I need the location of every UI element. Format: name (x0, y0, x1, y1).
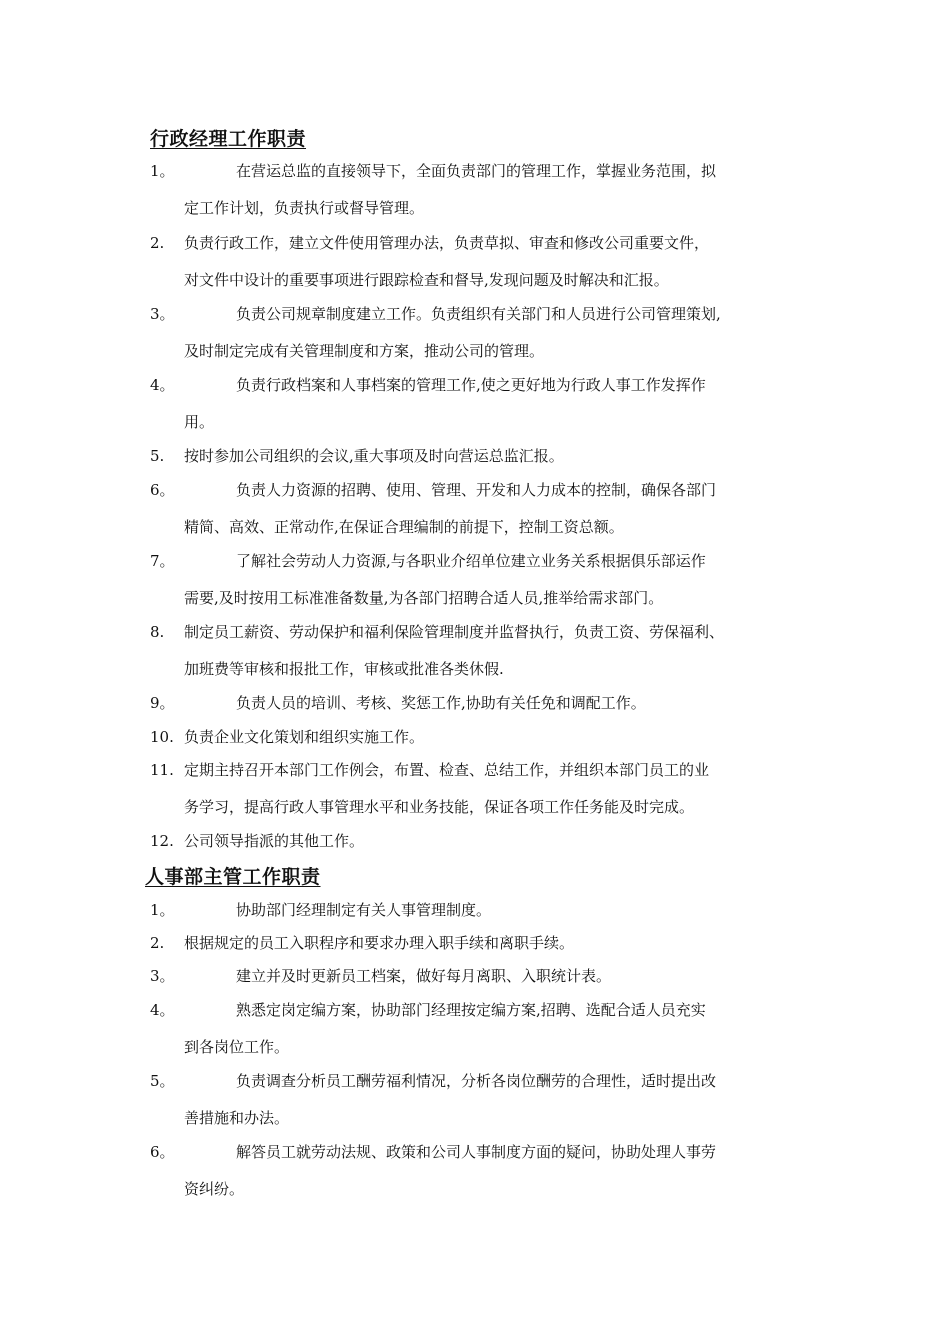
item-text-line2: 定工作计划，负责执行或督导管理。 (184, 199, 425, 217)
item-text-line2: 资纠纷。 (184, 1180, 245, 1198)
item-text-line1: 建立并及时更新员工档案，做好每月离职、入职统计表。 (236, 967, 612, 985)
item-number: 5. (150, 447, 165, 465)
item-text-line1: 解答员工就劳动法规、政策和公司人事制度方面的疑问，协助处理人事劳 (236, 1143, 717, 1161)
item-text-line1: 熟悉定岗定编方案，协助部门经理按定编方案,招聘、选配合适人员充实 (236, 1001, 706, 1019)
item-text-line1: 负责人力资源的招聘、使用、管理、开发和人力成本的控制，确保各部门 (236, 481, 717, 499)
item-number: 7。 (150, 552, 175, 570)
item-text-line2: 对文件中设计的重要事项进行跟踪检查和督导,发现问题及时解决和汇报。 (184, 271, 669, 289)
item-number: 12. (150, 832, 174, 850)
item-text-line1: 制定员工薪资、劳动保护和福利保险管理制度并监督执行，负责工资、劳保福利、 (184, 623, 725, 641)
item-text-line1: 公司领导指派的其他工作。 (184, 832, 365, 850)
item-number: 8. (150, 623, 165, 641)
item-number: 6。 (150, 481, 175, 499)
item-text-line1: 负责调查分析员工酬劳福利情况，分析各岗位酬劳的合理性，适时提出改 (236, 1072, 717, 1090)
item-number: 6。 (150, 1143, 175, 1161)
item-text-line1: 根据规定的员工入职程序和要求办理入职手续和离职手续。 (184, 934, 575, 952)
item-number: 3。 (150, 967, 175, 985)
item-number: 10. (150, 728, 174, 746)
item-number: 4。 (150, 1001, 175, 1019)
item-text-line2: 善措施和办法。 (184, 1109, 290, 1127)
item-text-line2: 务学习，提高行政人事管理水平和业务技能，保证各项工作任务能及时完成。 (184, 798, 695, 816)
item-text-line2: 加班费等审核和报批工作，审核或批准各类休假. (184, 660, 504, 678)
item-text-line1: 负责人员的培训、考核、奖惩工作,协助有关任免和调配工作。 (236, 694, 646, 712)
item-number: 1。 (150, 901, 175, 919)
item-text-line2: 精简、高效、正常动作,在保证合理编制的前提下，控制工资总额。 (184, 518, 624, 536)
section-title-admin-manager: 行政经理工作职责 (150, 128, 307, 150)
item-number: 3。 (150, 305, 175, 323)
item-text-line1: 负责企业文化策划和组织实施工作。 (184, 728, 425, 746)
item-number: 1。 (150, 162, 175, 180)
item-text-line1: 按时参加公司组织的会议,重大事项及时向营运总监汇报。 (184, 447, 564, 465)
item-text-line2: 到各岗位工作。 (184, 1038, 290, 1056)
item-number: 2. (150, 934, 165, 952)
item-text-line2: 用。 (184, 413, 215, 431)
item-text-line1: 负责公司规章制度建立工作。负责组织有关部门和人员进行公司管理策划, (236, 305, 721, 323)
item-number: 5。 (150, 1072, 175, 1090)
section-title-hr-supervisor: 人事部主管工作职责 (145, 866, 321, 888)
item-text-line1: 负责行政档案和人事档案的管理工作,使之更好地为行政人事工作发挥作 (236, 376, 706, 394)
item-number: 4。 (150, 376, 175, 394)
item-text-line1: 了解社会劳动人力资源,与各职业介绍单位建立业务关系根据俱乐部运作 (236, 552, 706, 570)
item-text-line1: 协助部门经理制定有关人事管理制度。 (236, 901, 492, 919)
item-text-line2: 需要,及时按用工标准准备数量,为各部门招聘合适人员,推举给需求部门。 (184, 589, 664, 607)
item-text-line1: 在营运总监的直接领导下，全面负责部门的管理工作，掌握业务范围，拟 (236, 162, 717, 180)
item-number: 9。 (150, 694, 175, 712)
item-text-line1: 定期主持召开本部门工作例会，布置、检查、总结工作，并组织本部门员工的业 (184, 761, 710, 779)
item-number: 2. (150, 234, 165, 252)
item-text-line1: 负责行政工作，建立文件使用管理办法，负责草拟、审查和修改公司重要文件， (184, 234, 710, 252)
item-number: 11. (150, 761, 174, 779)
item-text-line2: 及时制定完成有关管理制度和方案，推动公司的管理。 (184, 342, 545, 360)
